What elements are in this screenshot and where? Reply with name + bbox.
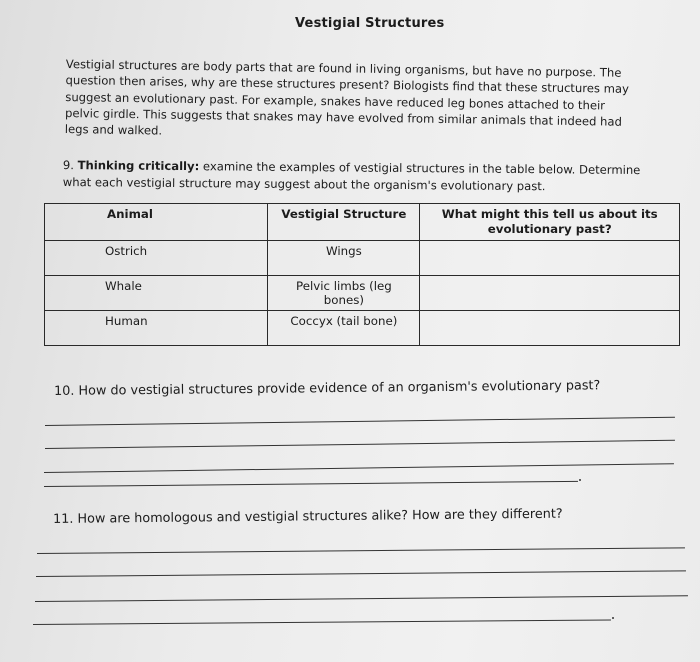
table-row (45, 241, 680, 276)
header-vestigial-structure: Vestigial Structure (268, 204, 420, 241)
line-end-dot (612, 617, 614, 619)
answer-line-10d[interactable] (44, 481, 578, 487)
table-header-row (45, 204, 680, 241)
answer-line-10c[interactable] (44, 463, 674, 473)
answer-line-11a[interactable] (37, 547, 685, 554)
answer-cell[interactable] (420, 276, 680, 311)
question-10: 10. How do vestigial structures provide evidence of an organism's evolutionary past? (54, 378, 601, 399)
question-9-text: examine the examples of vestigial structures in the table below. Determine what each vestigial structure may suggest about the organism's evolutionary past. (62, 159, 641, 193)
question-9 (63, 157, 663, 195)
line-end-dot (579, 479, 581, 481)
cell-animal: Whale (45, 276, 268, 311)
table-row (45, 311, 680, 346)
answer-line-11c[interactable] (35, 595, 688, 602)
answer-cell[interactable] (420, 241, 680, 276)
cell-animal: Human (45, 311, 268, 346)
header-animal: Animal (45, 204, 268, 241)
answer-line-11d[interactable] (33, 619, 611, 625)
question-9-number: 9. (62, 157, 75, 173)
cell-animal: Ostrich (45, 241, 268, 276)
worksheet-title: Vestigial Structures (295, 16, 445, 31)
answer-line-10b[interactable] (45, 440, 675, 449)
cell-structure: Pelvic limbs (leg bones) (268, 276, 420, 311)
question-11: 11. How are homologous and vestigial structures alike? How are they different? (53, 506, 563, 527)
answer-line-11b[interactable] (36, 570, 686, 577)
intro-paragraph: Vestigial structures are body parts that are found in living organisms, but have no purpose. The question then arises, why are these structures present? Biologists find that these structures may suggest an evolutionary past. For example, snakes have reduced leg bones attached to their pelvic girdle. This suggests that snakes may have evolved from similar animals that indeed had legs and walked. (64, 56, 630, 138)
answer-line-10a[interactable] (45, 417, 675, 426)
cell-structure: Coccyx (tail bone) (268, 311, 420, 346)
table-row (45, 276, 680, 311)
question-9-lead: Thinking critically: (77, 158, 200, 174)
cell-structure: Wings (268, 241, 420, 276)
vestigial-structures-table (44, 203, 680, 346)
answer-cell[interactable] (420, 311, 680, 346)
header-evolutionary-past: What might this tell us about its evolutionary past? (420, 204, 680, 241)
